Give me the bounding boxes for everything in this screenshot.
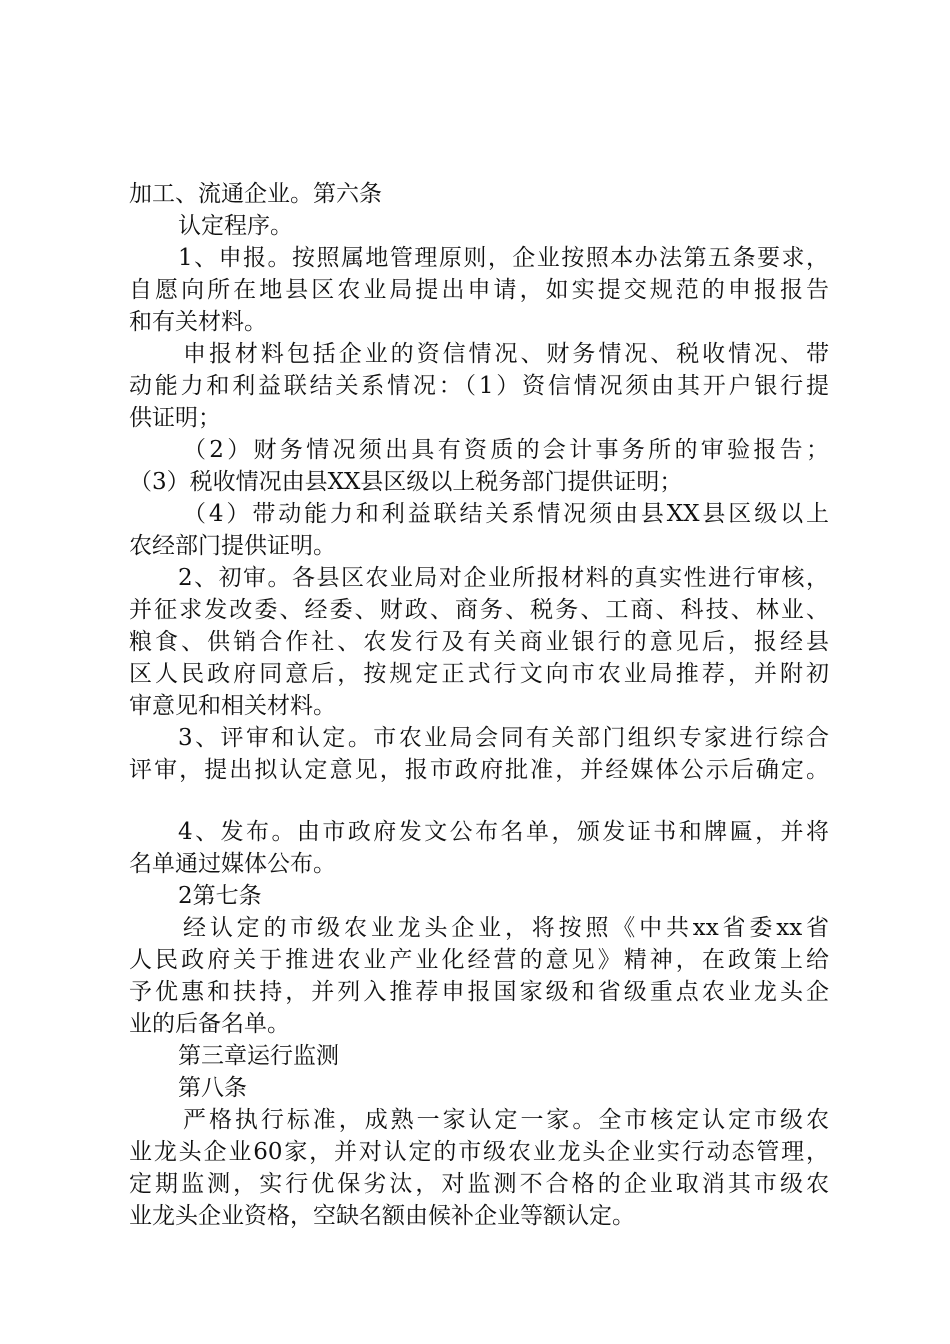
text-line: 自愿向所在地县区农业局提出申请，如实提交规范的申报报告 — [129, 277, 829, 303]
text-line: 2、初审。各县区农业局对企业所报材料的真实性进行审核， — [178, 565, 829, 591]
text-line: 名单通过媒体公布。 — [129, 851, 336, 877]
text-line: 业龙头企业资格，空缺名额由候补企业等额认定。 — [129, 1203, 635, 1229]
text-line: 区人民政府同意后，按规定正式行文向市农业局推荐，并附初 — [129, 661, 829, 687]
text-line: 经认定的市级农业龙头企业，将按照《中共xx省委xx省 — [183, 915, 829, 941]
text-line: 供证明； — [129, 405, 221, 431]
text-line: （3）税收情况由县XX县区级以上税务部门提供证明； — [129, 469, 683, 495]
text-line: 评审，提出拟认定意见，报市政府批准，并经媒体公示后确定。 — [129, 757, 829, 783]
text-line: 定期监测，实行优保劣汰，对监测不合格的企业取消其市级农 — [129, 1171, 829, 1197]
text-line: 和有关材料。 — [129, 309, 267, 335]
text-line: 4、发布。由市政府发文公布名单，颁发证书和牌匾，并将 — [178, 819, 829, 845]
text-line: 认定程序。 — [178, 213, 293, 239]
text-line: 动能力和利益联结关系情况：（1）资信情况须由其开户银行提 — [129, 373, 829, 399]
text-line: （2）财务情况须出具有资质的会计事务所的审验报告； — [183, 437, 829, 463]
text-line: 农经部门提供证明。 — [129, 533, 336, 559]
text-line: 3、评审和认定。市农业局会同有关部门组织专家进行综合 — [178, 725, 829, 751]
text-line: 业的后备名单。 — [129, 1011, 290, 1037]
text-line: 审意见和相关材料。 — [129, 693, 336, 719]
chapter-heading: 第三章运行监测 — [178, 1043, 339, 1069]
text-line: 予优惠和扶持，并列入推荐申报国家级和省级重点农业龙头企 — [129, 979, 829, 1005]
text-line: 申报材料包括企业的资信情况、财务情况、税收情况、带 — [183, 341, 829, 367]
text-line: （4）带动能力和利益联结关系情况须由县XX县区级以上 — [183, 501, 829, 527]
text-line: 1、申报。按照属地管理原则，企业按照本办法第五条要求， — [178, 245, 829, 271]
text-line: 人民政府关于推进农业产业化经营的意见》精神，在政策上给 — [129, 947, 829, 973]
text-line: 业龙头企业60家，并对认定的市级农业龙头企业实行动态管理， — [129, 1139, 829, 1165]
text-line: 粮食、供销合作社、农发行及有关商业银行的意见后，报经县 — [129, 629, 829, 655]
text-line: 2第七条 — [178, 883, 262, 909]
article-heading: 第八条 — [178, 1075, 247, 1101]
text-line: 加工、流通企业。第六条 — [129, 181, 382, 207]
text-line: 并征求发改委、经委、财政、商务、税务、工商、科技、林业、 — [129, 597, 829, 623]
text-line: 严格执行标准，成熟一家认定一家。全市核定认定市级农 — [183, 1107, 829, 1133]
